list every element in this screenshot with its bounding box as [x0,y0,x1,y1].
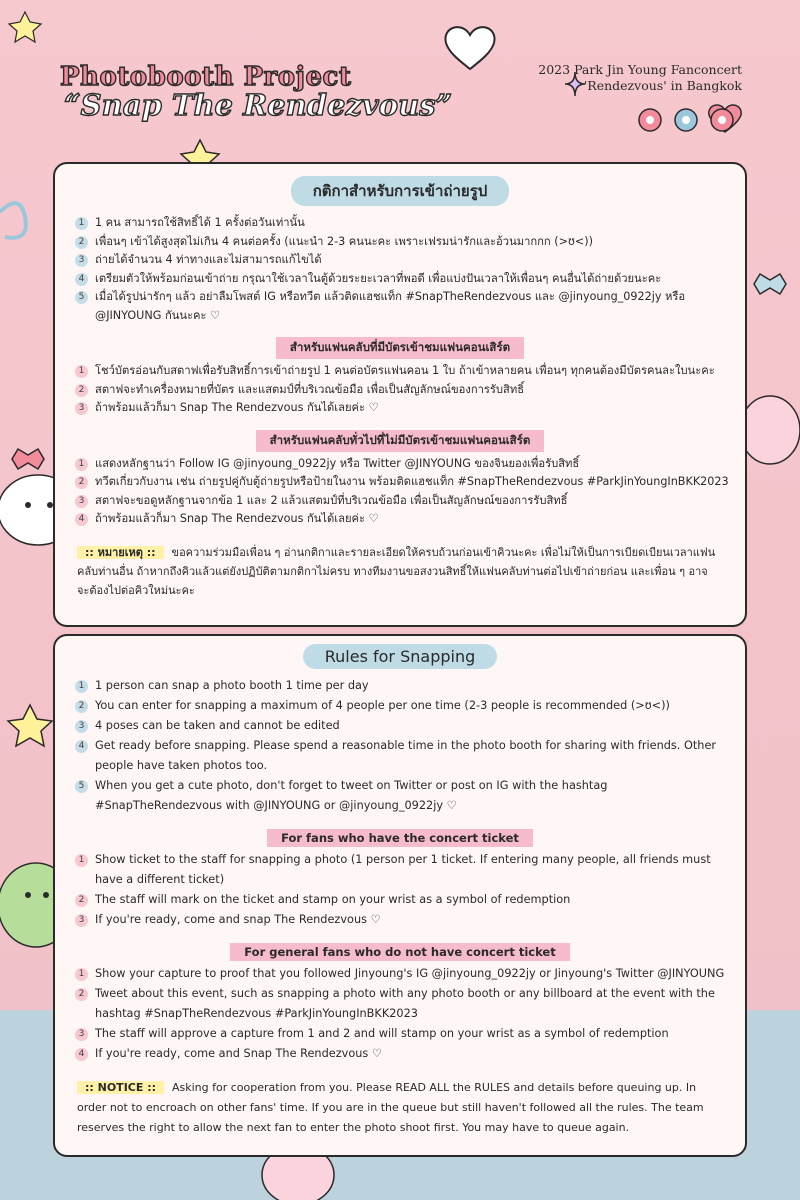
flower-icon [639,109,661,131]
rule-text: ถ้าพร้อมแล้วก็มา Snap The Rendezvous กันได้เลยค่ะ ♡ [95,512,379,525]
title-line-1: Photobooth Project [60,62,352,92]
thai-sub-heading-ticket: สำหรับแฟนคลับที่มีบัตรเข้าชมแฟนคอนเสิร์ต [276,337,524,359]
rule-item [75,492,731,511]
rule-item [75,381,731,400]
rule-text: The staff will mark on the ticket and stamp on your wrist as a symbol of redemption [95,893,571,906]
rule-text: Show ticket to the staff for snapping a photo (1 person per 1 ticket. If entering many people, all friends must have a different ticket) [95,853,711,886]
thai-note [55,543,745,600]
number-badge: 2 [75,236,88,249]
number-badge: 1 [75,365,88,378]
flower-icon [675,109,697,131]
rule-text: เพื่อนๆ เข้าได้สูงสุดไม่เกิน 4 คนต่อครั้ง (แนะนำ 2-3 คนนะคะ เพราะเฟรมน่ารักและอ้วนมากกก (>ʊ<)) [95,234,593,248]
number-badge: 3 [75,402,88,415]
english-general-list [55,964,745,1064]
rule-item [75,716,731,736]
rule-item [75,214,731,233]
number-badge: 1 [75,968,88,981]
number-badge: 2 [75,700,88,713]
rule-text: สตาฟจะทำเครื่องหมายที่บัตร และแสตมป์ที่บริเวณข้อมือ เพื่อเป็นสัญลักษณ์ของการรับสิทธิ์ [95,382,525,396]
rule-item [75,984,731,1024]
rule-item [75,964,731,984]
number-badge: 1 [75,854,88,867]
star-icon [9,12,41,42]
sparkle-icon [754,274,786,294]
rule-item [75,736,731,776]
english-rules-card [53,634,747,1157]
english-sub-heading-general: For general fans who do not have concert ticket [230,943,569,961]
title-block [60,62,500,122]
number-badge: 4 [75,273,88,286]
rule-text: 1 คน สามารถใช้สิทธิ์ได้ 1 ครั้งต่อวันเท่านั้น [95,216,305,229]
number-badge: 1 [75,458,88,471]
event-line-2: 'Rendezvous' in Bangkok [583,78,742,93]
thai-rules-card [53,162,747,627]
rule-text: When you get a cute photo, don't forget to tweet on Twitter or post on IG with the hashtag #SnapTheRendezvous with @JINYOUNG or @jinyoung_0922jy ♡ [95,779,608,812]
rule-text: เตรียมตัวให้พร้อมก่อนเข้าถ่าย กรุณาใช้เวลาในตู้ด้วยระยะเวลาที่พอดี เพื่อแบ่งปันเวลาให้เพื่อนๆ คนอื่นได้ถ่ายด้วยนะคะ [95,271,662,285]
event-info [538,62,742,94]
thai-general-list [55,455,745,529]
number-badge: 5 [75,780,88,793]
rule-text: The staff will approve a capture from 1 and 2 and will stamp on your wrist as a symbol of redemption [95,1027,669,1040]
number-badge: 5 [75,291,88,304]
rule-item [75,1024,731,1044]
rule-text: You can enter for snapping a maximum of 4 people per one time (2-3 people is recommended (>ʊ<)) [95,699,670,712]
star-icon [8,705,52,746]
rule-text: 4 poses can be taken and cannot be edited [95,719,340,732]
english-note [55,1078,745,1138]
rule-item [75,910,731,930]
sparkle-icon [12,449,44,469]
english-heading: Rules for Snapping [303,644,498,669]
rule-item [75,473,731,492]
event-line-1: 2023 Park Jin Young Fanconcert [538,62,742,77]
title-line-2: “Snap The Rendezvous” [64,88,453,122]
rule-text: ถ้าพร้อมแล้วก็มา Snap The Rendezvous กันได้เลยค่ะ ♡ [95,401,379,414]
thai-sub-heading-general: สำหรับแฟนคลับทั่วไปที่ไม่มีบัตรเข้าชมแฟนคอนเสิร์ต [256,430,545,452]
rule-item [75,399,731,418]
rule-text: สตาฟจะขอดูหลักฐานจากข้อ 1 และ 2 แล้วแสตมป์ที่บริเวณข้อมือ เพื่อเป็นสัญลักษณ์ของการรับสิทธิ์ [95,493,568,507]
rule-item [75,850,731,890]
number-badge: 4 [75,513,88,526]
thai-rules-list [55,214,745,325]
rule-text: แสดงหลักฐานว่า Follow IG @jinyoung_0922jy หรือ Twitter @JINYOUNG ของจินยองเพื่อรับสิทธิ์ [95,456,580,470]
rule-item [75,270,731,289]
rule-item [75,288,731,325]
rule-item [75,676,731,696]
flower-icon [711,109,733,131]
number-badge: 1 [75,680,88,693]
rule-text: ทวีตเกี่ยวกับงาน เช่น ถ่ายรูปคู่กับตู้ถ่ายรูปหรือป้ายในงาน พร้อมติดแฮชแท็ก #SnapTheRendezvous #ParkJinYoungInBKK2023 [95,475,729,488]
number-badge: 3 [75,495,88,508]
thai-heading: กติกาสำหรับการเข้าถ่ายรูป [291,176,510,206]
rule-text: ถ่ายได้จำนวน 4 ท่าทางและไม่สามารถแก้ไขได้ [95,253,322,266]
rule-item [75,510,731,529]
rule-item [75,233,731,252]
peach-mascot-icon [740,396,800,464]
rule-text: Tweet about this event, such as snapping a photo with any photo booth or any billboard at the event with the hashtag #SnapTheRendezvous #ParkJinYoungInBKK2023 [95,987,715,1020]
english-note-text: Asking for cooperation from you. Please READ ALL the RULES and details before queuing up. In order not to encroach on other fans' time. If you are in the queue but still haven't followed all the rules. The team reserves the right to allow the next fan to enter the photo shoot first. You may have to queue again. [77,1081,704,1134]
rule-text: โชว์บัตรอ่อนกับสตาฟเพื่อรับสิทธิ์การเข้าถ่ายรูป 1 คนต่อบัตรแฟนคอน 1 ใบ ถ้าเข้าหลายคน เพื่อนๆ ทุกคนต้องมีบัตรคนละใบนะคะ [95,364,715,377]
rule-text: 1 person can snap a photo booth 1 time per day [95,679,369,692]
number-badge: 4 [75,1048,88,1061]
number-badge: 4 [75,740,88,753]
rule-item [75,890,731,910]
rule-item [75,362,731,381]
thai-note-label: :: หมายเหตุ :: [77,546,164,559]
english-rules-list [55,676,745,816]
thai-note-text: ขอความร่วมมือเพื่อน ๆ อ่านกติกาและรายละเอียดให้ครบถ้วนก่อนเข้าคิวนะคะ เพื่อไม่ให้เป็นการเบียดเบียนเวลาแฟนคลับท่านอื่น ถ้าหากถึงคิวแล้วแต่ยังปฏิบัติตามกติกาไม่ครบ ทางทีมงานขอสงวนสิทธิ์ให้แฟนคลับท่านต่อไปเข้าถ่ายก่อน และเพื่อน ๆ อาจจะต้องไปต่อคิวใหม่นะคะ [77,545,716,597]
rule-item [75,1044,731,1064]
number-badge: 1 [75,217,88,230]
number-badge: 2 [75,988,88,1001]
rule-text: If you're ready, come and Snap The Rendezvous ♡ [95,1047,383,1060]
english-ticket-list [55,850,745,930]
number-badge: 2 [75,384,88,397]
number-badge: 3 [75,914,88,927]
rule-item [75,696,731,716]
rule-item [75,776,731,816]
number-badge: 2 [75,476,88,489]
thai-ticket-list [55,362,745,418]
rule-text: Show your capture to proof that you followed Jinyoung's IG @jinyoung_0922jy or Jinyoung's Twitter @JINYOUNG [95,967,725,980]
swirl-icon [0,203,26,238]
rule-text: Get ready before snapping. Please spend a reasonable time in the photo booth for sharing with friends. Other people have taken photos too. [95,739,717,772]
number-badge: 3 [75,1028,88,1041]
number-badge: 2 [75,894,88,907]
rule-text: If you're ready, come and snap The Rendezvous ♡ [95,913,381,926]
number-badge: 3 [75,254,88,267]
english-sub-heading-ticket: For fans who have the concert ticket [267,829,533,847]
english-note-label: :: NOTICE :: [77,1081,164,1094]
rule-item [75,251,731,270]
rule-text: เมื่อได้รูปน่ารักๆ แล้ว อย่าลืมโพสต์ IG หรือทวีต แล้วติดแฮชแท็ก #SnapTheRendezvous และ @jinyoung_0922jy หรือ @JINYOUNG กันนะคะ ♡ [95,290,686,322]
rule-item [75,455,731,474]
number-badge: 3 [75,720,88,733]
